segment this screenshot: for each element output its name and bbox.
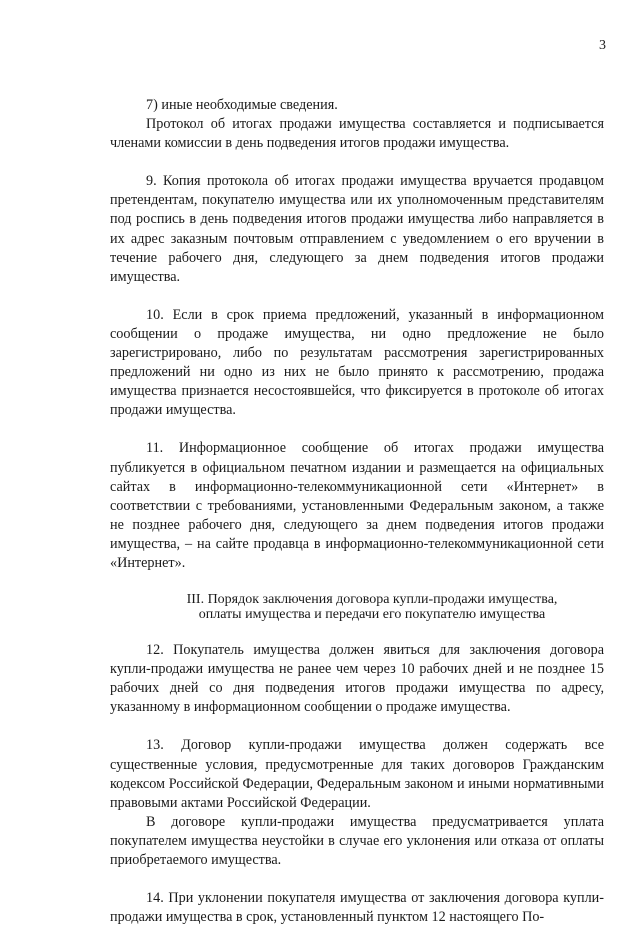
paragraph-12: 12. Покупатель имущества должен явиться для заключения договора купли-продажи имущества не ранее чем через 10 рабочих дней и не позднее 15 рабочих дней со дня подведения итогов продажи имущества по адресу, указанному в информационном сообщении о продаже имущества. <box>110 642 604 716</box>
paragraph-13-penalty: В договоре купли-продажи имущества предусматривается уплата покупателем имущества неустойки в случае его уклонения или отказа от оплаты приобретаемого имущества. <box>110 813 604 868</box>
section-heading-line-1: III. Порядок заключения договора купли-продажи имущества, <box>186 592 558 608</box>
paragraph-protocol: Протокол об итогах продажи имущества составляется и подписывается членами комиссии в день подведения итогов продажи имущества. <box>110 116 604 152</box>
paragraph-10: 10. Если в срок приема предложений, указанный в информационном сообщении о продаже имущества, ни одно предложение не было зарегистрировано, либо по результатам рассмотрения зарегистрированных предложений ни одно из них не было принято к рассмотрению, продажа имущества признается несостоявшейся, что фиксируется в протоколе об итогах продажи имущества. <box>110 306 604 419</box>
section-heading-line-2: оплаты имущества и передачи его покупателю имущества <box>198 607 546 623</box>
document-body <box>110 96 604 927</box>
paragraph-9: 9. Копия протокола об итогах продажи имущества вручается продавцом претендентам, покупателю имущества или их уполномоченным представителям под роспись в день подведения итогов продажи имущества либо направляется в их адрес заказным почтовым отправлением с уведомлением о его вручении в течение рабочего дня, следующего за днем подведения итогов продажи имущества. <box>110 173 604 285</box>
paragraph-14: 14. При уклонении покупателя имущества от заключения договора купли-продажи имущества в срок, установленный пунктом 12 настоящего По- <box>110 890 604 926</box>
section-heading <box>110 592 604 622</box>
paragraph-item-7: 7) иные необходимые сведения. <box>146 97 338 113</box>
page-number: 3 <box>599 38 606 53</box>
paragraph-11: 11. Информационное сообщение об итогах продажи имущества публикуется в официальном печатном издании и размещается на официальных сайтах в информационно-телекоммуникационной сети «Интернет» в соответствии с требованиями, установленными Федеральным законом, а также не позднее рабочего дня, следующего за днем подведения итогов продажи имущества, – на сайте продавца в информационно-телекоммуникационной сети «Интернет». <box>110 440 604 571</box>
paragraph-13: 13. Договор купли-продажи имущества должен содержать все существенные условия, предусмотренные для таких договоров Гражданским кодексом Российской Федерации, Федеральным законом и иными нормативными правовыми актами Российской Федерации. <box>110 737 604 811</box>
